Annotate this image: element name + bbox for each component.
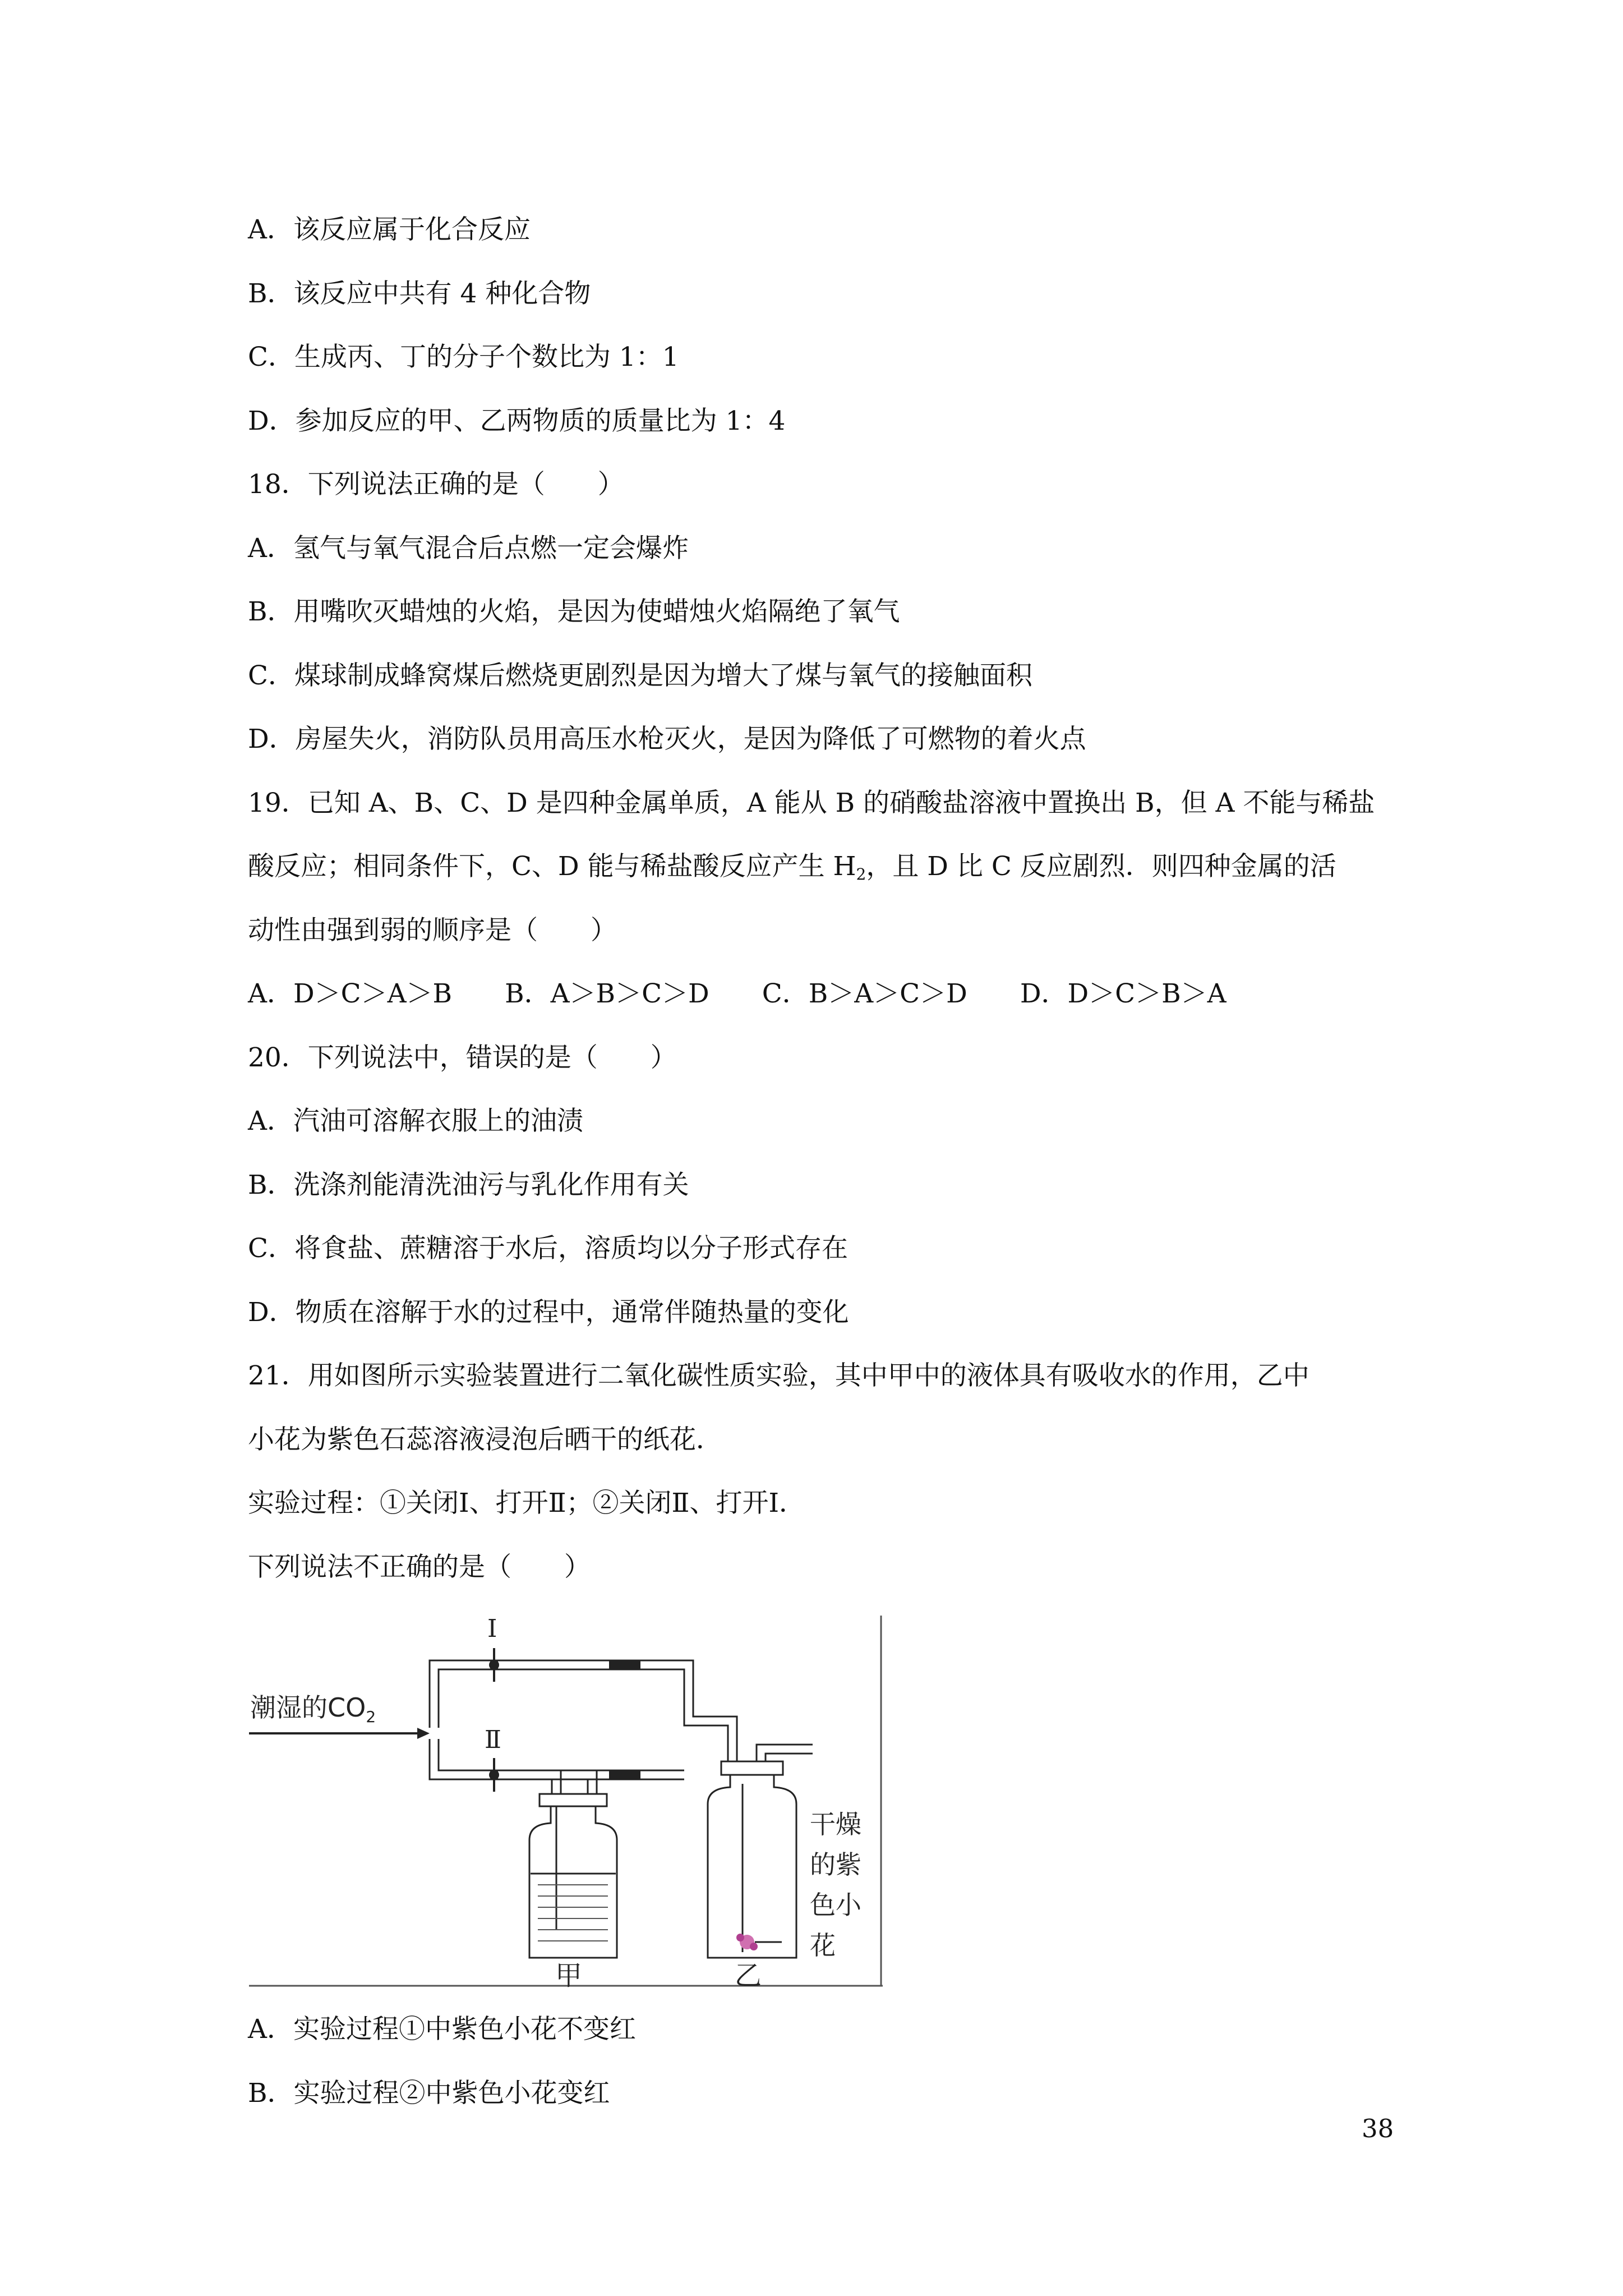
q21-stem-line1: 21．用如图所示实验装置进行二氧化碳性质实验，其中甲中的液体具有吸收水的作用，乙中 (248, 1360, 1310, 1391)
q18-option-d: D．房屋失火，消防队员用高压水枪灭火，是因为降低了可燃物的着火点 (248, 724, 1086, 754)
q17-option-a: A．该反应属于化合反应 (248, 214, 531, 245)
bottle-yi (708, 1761, 796, 1958)
svg-text:干燥: 干燥 (810, 1809, 861, 1839)
inlet-label: 潮湿的$CO_2$ (250, 1692, 376, 1726)
subscript-2: 2 (856, 865, 866, 884)
q19-options: A．D＞C＞A＞B B．A＞B＞C＞D C．B＞A＞C＞D D．D＞C＞B＞A (248, 978, 1227, 1009)
flower-label (810, 1809, 862, 1961)
page-number: 38 (1362, 2114, 1394, 2143)
pipes (430, 1660, 813, 1952)
q18-option-b: B．用嘴吹灭蜡烛的火焰，是因为使蜡烛火焰隔绝了氧气 (248, 596, 900, 627)
q17-option-c: C．生成丙、丁的分子个数比为 1：1 (248, 342, 679, 372)
valve-1-label: Ⅰ (487, 1616, 497, 1643)
valve-2 (489, 1758, 499, 1792)
valve-1 (489, 1648, 499, 1682)
q17-option-d: D．参加反应的甲、乙两物质的质量比为 1：4 (248, 406, 786, 436)
q17-option-b: B．该反应中共有 4 种化合物 (248, 278, 591, 309)
q21-stem-line2: 小花为紫色石蕊溶液浸泡后晒干的纸花． (248, 1424, 722, 1455)
bottle-jia-label: 甲 (555, 1960, 583, 1991)
bottle-jia (529, 1794, 617, 1958)
q21-option-a: A．实验过程①中紫色小花不变红 (248, 2014, 636, 2045)
q18-option-a: A．氢气与氧气混合后点燃一定会爆炸 (248, 533, 689, 564)
inlet-arrow (249, 1728, 430, 1739)
connector-top (609, 1660, 640, 1669)
q20-option-a: A．汽油可溶解衣服上的油渍 (248, 1106, 583, 1137)
q20-stem: 20．下列说法中，错误的是（ ） (248, 1042, 677, 1073)
q21-procedure: 实验过程：①关闭Ⅰ、打开Ⅱ；②关闭Ⅱ、打开Ⅰ． (248, 1488, 806, 1519)
q18-option-c: C．煤球制成蜂窝煤后燃烧更剧烈是因为增大了煤与氧气的接触面积 (248, 660, 1032, 691)
connector-bottom (609, 1770, 640, 1779)
svg-text:花: 花 (810, 1930, 836, 1961)
q20-option-c: C．将食盐、蔗糖溶于水后，溶质均以分子形式存在 (248, 1233, 848, 1264)
valve-2-label: Ⅱ (485, 1726, 501, 1754)
q19-stem-line3: 动性由强到弱的顺序是（ ） (248, 915, 617, 946)
svg-text:色小: 色小 (810, 1890, 861, 1920)
q18-stem: 18．下列说法正确的是（ ） (248, 469, 624, 500)
q21-question: 下列说法不正确的是（ ） (248, 1552, 591, 1582)
q19-stem-line1: 19．已知 A、B、C、D 是四种金属单质，A 能从 B 的硝酸盐溶液中置换出 B，但 A 不能与稀盐 (248, 788, 1375, 818)
q20-option-d: D．物质在溶解于水的过程中，通常伴随热量的变化 (248, 1297, 849, 1328)
q20-option-b: B．洗涤剂能清洗油污与乳化作用有关 (248, 1170, 689, 1200)
svg-text:的紫: 的紫 (810, 1849, 861, 1880)
bottle-yi-label: 乙 (735, 1960, 762, 1991)
apparatus-figure (249, 1616, 883, 1991)
q19-stem-line2: 酸反应；相同条件下，C、D 能与稀盐酸反应产生 $H_2$，且 D 比 C 反应剧烈．则四种金属的活 (248, 851, 1336, 884)
flower-icon (736, 1934, 782, 1950)
q21-option-b: B．实验过程②中紫色小花变红 (248, 2078, 610, 2109)
